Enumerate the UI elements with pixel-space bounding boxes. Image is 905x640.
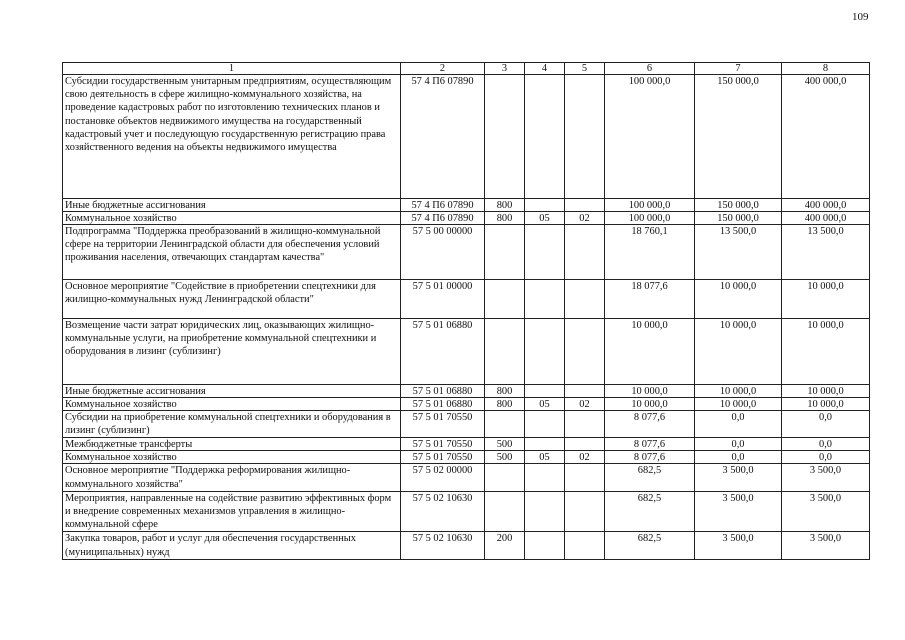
row-expense-type-cell: 800 bbox=[485, 212, 525, 225]
table-row bbox=[63, 398, 870, 411]
row-expense-type-cell bbox=[485, 411, 525, 438]
row-section-cell bbox=[525, 225, 565, 280]
row-name-cell: Основное мероприятие "Содействие в приобретении спецтехники для жилищно-коммунальных нужд Ленинградской области" bbox=[63, 280, 401, 319]
row-value-8-cell: 3 500,0 bbox=[782, 491, 870, 532]
row-subsection-cell bbox=[565, 385, 605, 398]
row-name-cell: Закупка товаров, работ и услуг для обеспечения государственных (муниципальных) нужд bbox=[63, 532, 401, 560]
row-value-8-cell: 10 000,0 bbox=[782, 398, 870, 411]
row-code-cell: 57 4 П6 07890 bbox=[401, 212, 485, 225]
table-row bbox=[63, 438, 870, 451]
table-row bbox=[63, 212, 870, 225]
row-value-7-cell: 10 000,0 bbox=[695, 398, 782, 411]
table-row bbox=[63, 464, 870, 491]
row-value-7-cell: 0,0 bbox=[695, 438, 782, 451]
row-value-8-cell: 10 000,0 bbox=[782, 385, 870, 398]
row-expense-type-cell: 500 bbox=[485, 451, 525, 464]
row-expense-type-cell: 800 bbox=[485, 385, 525, 398]
row-name-cell: Возмещение части затрат юридических лиц, оказывающих жилищно-коммунальные услуги, на приобретение коммунальной спецтехники и оборудования в лизинг (сублизинг) bbox=[63, 319, 401, 385]
row-value-6-cell: 682,5 bbox=[605, 464, 695, 491]
header-cell: 2 bbox=[401, 63, 485, 75]
row-subsection-cell: 02 bbox=[565, 398, 605, 411]
header-cell: 5 bbox=[565, 63, 605, 75]
row-code-cell: 57 5 01 70550 bbox=[401, 451, 485, 464]
header-cell: 3 bbox=[485, 63, 525, 75]
row-name-cell: Субсидии на приобретение коммунальной спецтехники и оборудования в лизинг (сублизинг) bbox=[63, 411, 401, 438]
row-value-7-cell: 3 500,0 bbox=[695, 491, 782, 532]
row-code-cell: 57 5 02 10630 bbox=[401, 532, 485, 560]
header-cell: 7 bbox=[695, 63, 782, 75]
row-value-7-cell: 3 500,0 bbox=[695, 532, 782, 560]
row-subsection-cell bbox=[565, 199, 605, 212]
row-name-cell: Иные бюджетные ассигнования bbox=[63, 385, 401, 398]
row-value-6-cell: 18 760,1 bbox=[605, 225, 695, 280]
page-number: 109 bbox=[852, 11, 869, 23]
row-section-cell bbox=[525, 464, 565, 491]
row-expense-type-cell bbox=[485, 491, 525, 532]
table-row bbox=[63, 385, 870, 398]
row-value-8-cell: 3 500,0 bbox=[782, 532, 870, 560]
row-code-cell: 57 4 П6 07890 bbox=[401, 199, 485, 212]
row-section-cell: 05 bbox=[525, 451, 565, 464]
row-value-8-cell: 10 000,0 bbox=[782, 319, 870, 385]
row-name-cell: Коммунальное хозяйство bbox=[63, 212, 401, 225]
row-name-cell: Основное мероприятие "Поддержка реформирования жилищно-коммунального хозяйства" bbox=[63, 464, 401, 491]
table-row bbox=[63, 280, 870, 319]
table-row bbox=[63, 225, 870, 280]
row-section-cell bbox=[525, 491, 565, 532]
row-value-6-cell: 100 000,0 bbox=[605, 212, 695, 225]
row-value-6-cell: 8 077,6 bbox=[605, 438, 695, 451]
table-row bbox=[63, 491, 870, 532]
row-name-cell: Субсидии государственным унитарным предприятиям, осуществляющим свою деятельность в сфере жилищно-коммунального хозяйства, на проведение кадастровых работ по изготовлению технических планов и постановке объектов недвижимого имущества на государственный кадастровый учет и последующую государственную регистрацию права хозяйственного ведения на объекты недвижимого имущества bbox=[63, 75, 401, 199]
row-value-8-cell: 3 500,0 bbox=[782, 464, 870, 491]
row-name-cell: Иные бюджетные ассигнования bbox=[63, 199, 401, 212]
table-row bbox=[63, 411, 870, 438]
row-expense-type-cell bbox=[485, 464, 525, 491]
row-value-8-cell: 400 000,0 bbox=[782, 75, 870, 199]
row-code-cell: 57 5 01 70550 bbox=[401, 438, 485, 451]
row-expense-type-cell: 800 bbox=[485, 398, 525, 411]
row-value-7-cell: 150 000,0 bbox=[695, 212, 782, 225]
header-cell: 1 bbox=[63, 63, 401, 75]
row-value-8-cell: 13 500,0 bbox=[782, 225, 870, 280]
row-subsection-cell bbox=[565, 225, 605, 280]
row-value-7-cell: 13 500,0 bbox=[695, 225, 782, 280]
table-row bbox=[63, 451, 870, 464]
row-code-cell: 57 5 01 06880 bbox=[401, 398, 485, 411]
row-value-7-cell: 10 000,0 bbox=[695, 319, 782, 385]
row-expense-type-cell bbox=[485, 75, 525, 199]
row-section-cell bbox=[525, 319, 565, 385]
table-row bbox=[63, 75, 870, 199]
row-section-cell: 05 bbox=[525, 398, 565, 411]
header-row bbox=[63, 63, 870, 75]
header-cell: 4 bbox=[525, 63, 565, 75]
row-value-8-cell: 400 000,0 bbox=[782, 212, 870, 225]
row-code-cell: 57 5 02 10630 bbox=[401, 491, 485, 532]
row-subsection-cell: 02 bbox=[565, 212, 605, 225]
row-value-8-cell: 400 000,0 bbox=[782, 199, 870, 212]
row-expense-type-cell bbox=[485, 225, 525, 280]
row-value-7-cell: 10 000,0 bbox=[695, 385, 782, 398]
row-value-7-cell: 10 000,0 bbox=[695, 280, 782, 319]
row-value-7-cell: 0,0 bbox=[695, 411, 782, 438]
row-value-6-cell: 8 077,6 bbox=[605, 451, 695, 464]
row-value-8-cell: 0,0 bbox=[782, 411, 870, 438]
row-value-6-cell: 10 000,0 bbox=[605, 319, 695, 385]
row-subsection-cell bbox=[565, 411, 605, 438]
row-value-6-cell: 682,5 bbox=[605, 532, 695, 560]
row-section-cell bbox=[525, 438, 565, 451]
row-name-cell: Подпрограмма "Поддержка преобразований в жилищно-коммунальной сфере на территории Ленинградской области для обеспечения условий проживания населения, отвечающих стандартам качества" bbox=[63, 225, 401, 280]
row-name-cell: Коммунальное хозяйство bbox=[63, 451, 401, 464]
row-section-cell bbox=[525, 532, 565, 560]
row-subsection-cell bbox=[565, 491, 605, 532]
row-expense-type-cell bbox=[485, 280, 525, 319]
row-section-cell: 05 bbox=[525, 212, 565, 225]
row-value-7-cell: 0,0 bbox=[695, 451, 782, 464]
table-row bbox=[63, 199, 870, 212]
row-code-cell: 57 4 П6 07890 bbox=[401, 75, 485, 199]
row-name-cell: Межбюджетные трансферты bbox=[63, 438, 401, 451]
row-subsection-cell bbox=[565, 75, 605, 199]
row-code-cell: 57 5 01 06880 bbox=[401, 319, 485, 385]
row-value-8-cell: 10 000,0 bbox=[782, 280, 870, 319]
row-subsection-cell bbox=[565, 438, 605, 451]
header-cell: 6 bbox=[605, 63, 695, 75]
row-value-6-cell: 10 000,0 bbox=[605, 385, 695, 398]
table-row bbox=[63, 319, 870, 385]
row-name-cell: Коммунальное хозяйство bbox=[63, 398, 401, 411]
row-value-6-cell: 100 000,0 bbox=[605, 199, 695, 212]
row-value-7-cell: 150 000,0 bbox=[695, 75, 782, 199]
row-value-7-cell: 150 000,0 bbox=[695, 199, 782, 212]
row-name-cell: Мероприятия, направленные на содействие развитию эффективных форм и внедрение современных механизмов управления в жилищно-коммунальной сфере bbox=[63, 491, 401, 532]
row-subsection-cell bbox=[565, 319, 605, 385]
row-section-cell bbox=[525, 385, 565, 398]
row-expense-type-cell: 200 bbox=[485, 532, 525, 560]
row-section-cell bbox=[525, 280, 565, 319]
row-code-cell: 57 5 01 00000 bbox=[401, 280, 485, 319]
row-section-cell bbox=[525, 411, 565, 438]
budget-table bbox=[62, 62, 870, 560]
row-code-cell: 57 5 01 06880 bbox=[401, 385, 485, 398]
header-cell: 8 bbox=[782, 63, 870, 75]
row-value-6-cell: 8 077,6 bbox=[605, 411, 695, 438]
row-value-7-cell: 3 500,0 bbox=[695, 464, 782, 491]
row-subsection-cell bbox=[565, 280, 605, 319]
row-subsection-cell: 02 bbox=[565, 451, 605, 464]
row-expense-type-cell: 800 bbox=[485, 199, 525, 212]
row-section-cell bbox=[525, 75, 565, 199]
row-value-6-cell: 100 000,0 bbox=[605, 75, 695, 199]
row-section-cell bbox=[525, 199, 565, 212]
row-subsection-cell bbox=[565, 464, 605, 491]
row-expense-type-cell bbox=[485, 319, 525, 385]
row-code-cell: 57 5 01 70550 bbox=[401, 411, 485, 438]
row-subsection-cell bbox=[565, 532, 605, 560]
table-row bbox=[63, 532, 870, 560]
row-code-cell: 57 5 02 00000 bbox=[401, 464, 485, 491]
row-expense-type-cell: 500 bbox=[485, 438, 525, 451]
row-value-6-cell: 682,5 bbox=[605, 491, 695, 532]
row-code-cell: 57 5 00 00000 bbox=[401, 225, 485, 280]
row-value-6-cell: 18 077,6 bbox=[605, 280, 695, 319]
row-value-8-cell: 0,0 bbox=[782, 438, 870, 451]
row-value-8-cell: 0,0 bbox=[782, 451, 870, 464]
row-value-6-cell: 10 000,0 bbox=[605, 398, 695, 411]
